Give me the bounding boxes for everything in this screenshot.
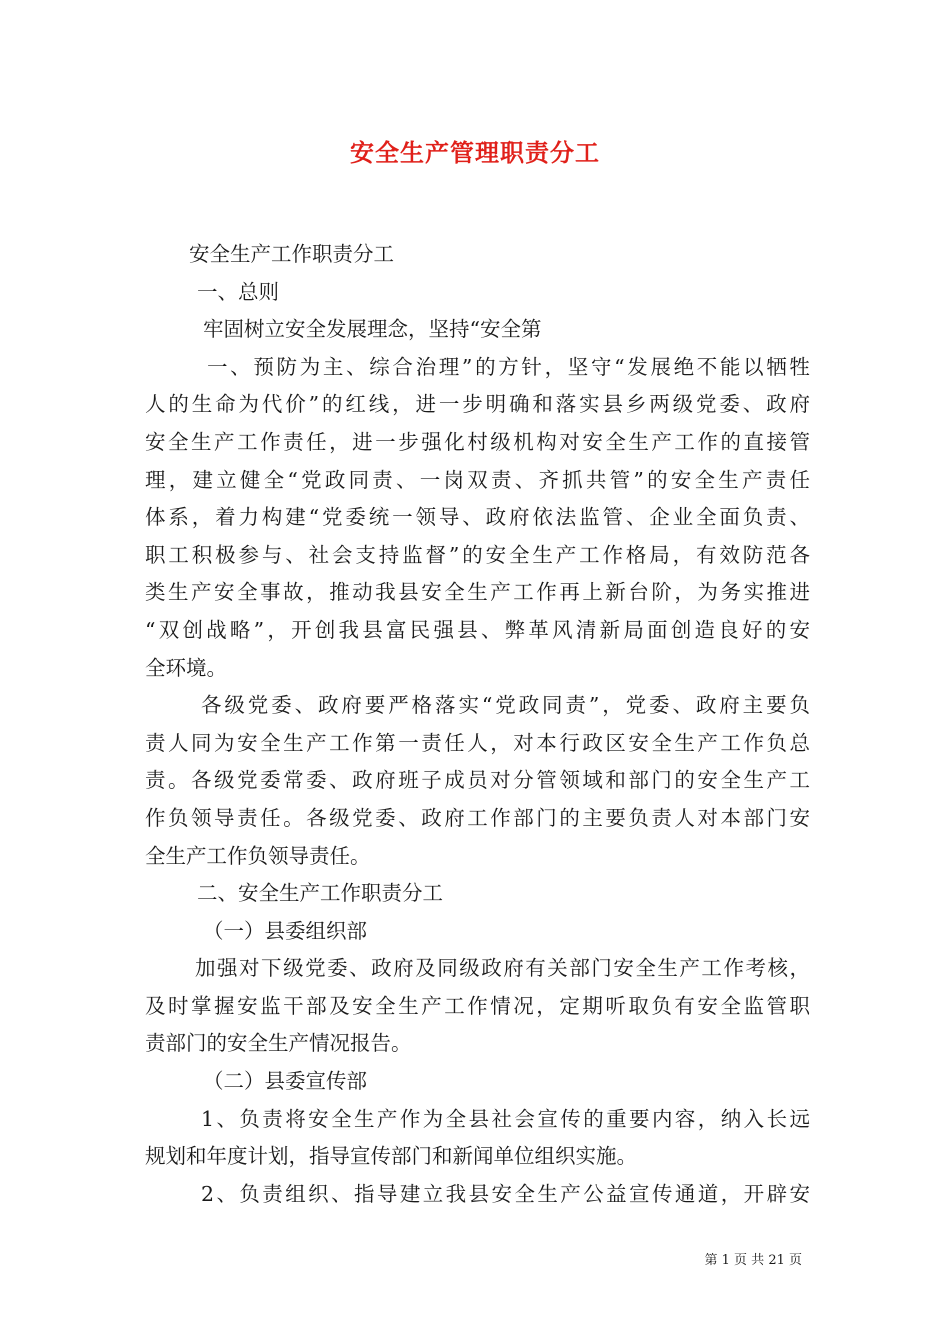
text-line: （一）县委组织部: [203, 918, 367, 943]
document-body: [145, 236, 810, 1213]
text-line: 安全生产工作职责分工: [189, 242, 394, 266]
text-line: 人的生命为代价”的红线，进一步明确和落实县乡两级党委、政府: [145, 392, 810, 417]
text-line: 全环境。: [145, 655, 227, 680]
text-line: 作负领导责任。各级党委、政府工作部门的主要负责人对本部门安: [145, 805, 810, 830]
text-line: 加强对下级党委、政府及同级政府有关部门安全生产工作考核，: [195, 956, 810, 981]
text-line: 规划和年度计划，指导宣传部门和新闻单位组织实施。: [145, 1144, 637, 1169]
text-line: 安全生产工作责任，进一步强化村级机构对安全生产工作的直接管: [145, 429, 810, 454]
text-line: 全生产工作负领导责任。: [145, 843, 371, 868]
text-line: 责人同为安全生产工作第一责任人，对本行政区安全生产工作负总: [145, 730, 810, 755]
text-line: 牢固树立安全发展理念，坚持“安全第: [203, 317, 542, 342]
text-line: 2、负责组织、指导建立我县安全生产公益宣传通道，开辟安: [201, 1181, 810, 1206]
text-line: 责部门的安全生产情况报告。: [145, 1031, 412, 1056]
text-line: 1、负责将安全生产作为全县社会宣传的重要内容，纳入长远: [201, 1106, 810, 1131]
text-line: 二、安全生产工作职责分工: [197, 881, 443, 906]
text-line: 各级党委、政府要严格落实“党政同责”，党委、政府主要负: [201, 693, 810, 718]
page-footer: 第 1 页 共 21 页: [704, 1253, 802, 1268]
text-line: “双创战略”，开创我县富民强县、弊革风清新局面创造良好的安: [145, 617, 810, 642]
text-line: 类生产安全事故，推动我县安全生产工作再上新台阶，为务实推进: [145, 580, 810, 605]
text-line: 及时掌握安监干部及安全生产工作情况，定期听取负有安全监管职: [145, 993, 810, 1018]
text-line: 一、总则: [197, 279, 279, 304]
text-line: 理，建立健全“党政同责、一岗双责、齐抓共管”的安全生产责任: [145, 467, 810, 492]
text-line: 体系，着力构建“党委统一领导、政府依法监管、企业全面负责、: [145, 505, 810, 530]
text-line: 一、预防为主、综合治理”的方针，坚守“发展绝不能以牺牲: [207, 354, 810, 379]
document-title: 安全生产管理职责分工: [350, 138, 600, 167]
text-line: 职工积极参与、社会支持监督”的安全生产工作格局，有效防范各: [145, 542, 810, 567]
text-line: 责。各级党委常委、政府班子成员对分管领域和部门的安全生产工: [145, 768, 810, 793]
text-line: （二）县委宣传部: [203, 1069, 367, 1094]
